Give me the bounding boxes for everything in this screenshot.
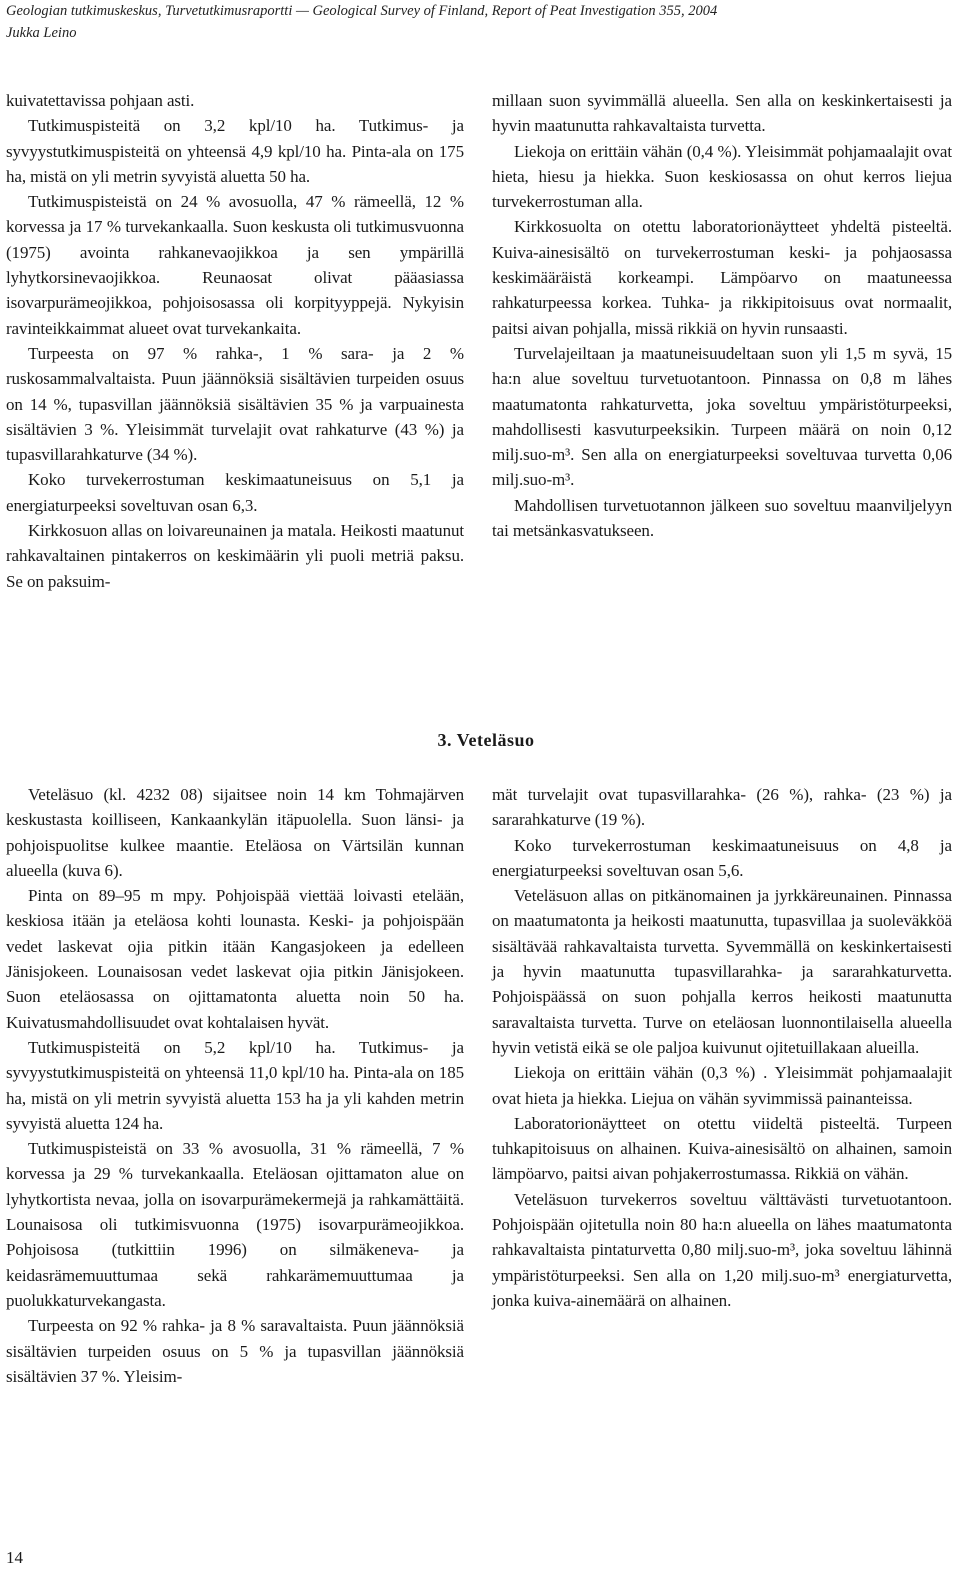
paragraph: Turvelajeiltaan ja maatuneisuudeltaan suon yli 1,5 m syvä, 15 ha:n alue soveltuu turvetuotantoon. Pinnassa on 0,8 m lähes maatumatonta rahkaturvetta, joka soveltuu ympäristöturpeeksi, mahdollisesti kasvuturpeeksikin. Turpeen määrä on noin 0,12 milj.suo-m³. Sen alla on energiaturpeeksi soveltuvaa turvetta 0,06 milj.suo-m³. bbox=[492, 343, 952, 490]
paragraph: Tutkimuspisteitä on 3,2 kpl/10 ha. Tutkimus- ja syvyystutkimuspisteitä on yhteensä 4,9 kpl/10 ha. Pinta-ala on 175 ha, mistä on yli metrin syvyistä aluetta 50 ha. bbox=[6, 116, 464, 186]
paragraph: Veteläsuo (kl. 4232 08) sijaitsee noin 14 km Tohmajärven keskustasta koilliseen, Kankaankylän itäpuolella. Suon länsi- ja pohjoispuolitse kulkee maantie. Eteläosa on Värtsilän kunnan alueella (kuva 6). bbox=[6, 785, 464, 880]
paragraph: Tutkimuspisteistä on 33 % avosuolla, 31 % rämeellä, 7 % korvessa ja 29 % turvekankaalla. Eteläosan ojittamaton alue on lyhytkortista nevaa, jolla on isovarpurämekermejä ja rahkamättäitä. Lounaisosa oli tutkimisvuonna (1975) isovarpurämeojikkoa. Pohjoisosa (tutkittiin 1996) on silmäkeneva- ja keidasrämemuuttumaa sekä rahkarämemuuttumaa ja puolukkaturvekangasta. bbox=[6, 1139, 464, 1310]
bottom-right-column bbox=[492, 782, 952, 1313]
running-header bbox=[6, 0, 956, 44]
paragraph: mät turvelajit ovat tupasvillarahka- (26 %), rahka- (23 %) ja sararahkaturve (19 %). bbox=[492, 785, 952, 830]
paragraph: Laboratorionäytteet on otettu viideltä pisteeltä. Turpeen tuhkapitoisuus on alhainen. Kuiva-ainesisältö on alhainen, samoin lämpöarvo, paitsi aivan pohjakerrostumassa. Rikkiä on vähän. bbox=[492, 1113, 952, 1184]
paragraph: Kirkkosuolta on otettu laboratorionäytteet yhdeltä pisteeltä. Kuiva-ainesisältö on turvekerrostuman keski- ja pohjaosassa keskimääräistä korkeampi. Lämpöarvo on maatuneessa rahkaturpeessa korkea. Tuhka- ja rikkipitoisuus ovat normaalit, paitsi aivan pohjalla, missä rikkiä on hyvin runsaasti. bbox=[492, 217, 952, 338]
bottom-left-column bbox=[6, 782, 464, 1389]
top-left-column bbox=[6, 88, 464, 594]
paragraph: Koko turvekerrostuman keskimaatuneisuus on 4,8 ja energiaturpeeksi soveltuvan osan 5,6. bbox=[492, 835, 952, 880]
paragraph: Liekoja on erittäin vähän (0,4 %). Yleisimmät pohjamaalajit ovat hieta, hiesu ja hiekka. Suon keskiosassa on ohut kerros liejua turvekerrostuman alla. bbox=[492, 141, 952, 212]
paragraph: Tutkimuspisteitä on 5,2 kpl/10 ha. Tutkimus- ja syvyystutkimuspisteitä on yhteensä 11,0 kpl/10 ha. Pinta-ala on 185 ha, mistä on yli metrin syvyistä aluetta 153 ha ja yli kahden metrin syvyistä aluetta 124 ha. bbox=[6, 1037, 464, 1133]
paragraph: Veteläsuon allas on pitkänomainen ja jyrkkäreunainen. Pinnassa on maatumatonta ja heikosti maatunutta, tupasvillaa ja suoleväkköä sisältävää rahkavaltaista turvetta. Syvemmällä on keskinkertaisesti ja hyvin maatunutta tupasvillarahka- ja sararahkaturvetta. Pohjoispäässä on suon pohjalla kerros heikosti maatunutta saravaltaista turvetta. Turve on eteläosan luonnontilaisella alueella hyvin vetistä eikä se ole paljoa kuivunut ojitetuillakaan alueilla. bbox=[492, 886, 952, 1057]
page-number: 14 bbox=[6, 1548, 23, 1567]
header-author: Jukka Leino bbox=[6, 25, 77, 41]
paragraph: Turpeesta on 97 % rahka-, 1 % sara- ja 2 % ruskosammalvaltaista. Puun jäännöksiä sisältävien turpeiden osuus on 14 %, tupasvillan jäännöksiä sisältävien 35 % ja varpuainesta sisältävien 3 %. Yleisimmät turvelajit ovat rahkaturve (43 %) ja tupasvillarahkaturve (34 %). bbox=[6, 343, 464, 465]
paragraph: Mahdollisen turvetuotannon jälkeen suo soveltuu maanviljelyyn tai metsänkasvatukseen. bbox=[492, 495, 952, 541]
paragraph: Liekoja on erittäin vähän (0,3 %) . Yleisimmät pohjamaalajit ovat hieta ja hiekka. Liejua on vähän syvimmissä painanteissa. bbox=[492, 1063, 952, 1108]
section-heading: 3. Veteläsuo bbox=[437, 730, 535, 750]
paragraph: kuivatettavissa pohjaan asti. bbox=[6, 91, 195, 110]
top-right-column bbox=[492, 88, 952, 543]
paragraph: Pinta on 89–95 m mpy. Pohjoispää viettää loivasti etelään, keskiosa itään ja eteläosa kohti lounasta. Keski- ja pohjoispään vedet laskevat ojia pitkin itään Kangasjokeen ja edelleen Jänisjokeen. Lounaisosan vedet laskevat ojia pitkin Jänisjokeen. Suon eteläosassa on ojittamatonta aluetta noin 50 ha. Kuivatusmahdollisuudet ovat kohtalaisen hyvät. bbox=[6, 886, 464, 1032]
paragraph: Kirkkosuon allas on loivareunainen ja matala. Heikosti maatunut rahkavaltainen pintakerros on keskimäärin yli puoli metriä paksu. Se on paksuim- bbox=[6, 521, 464, 591]
paragraph: Koko turvekerrostuman keskimaatuneisuus on 5,1 ja energiaturpeeksi soveltuvan osan 6,3. bbox=[6, 470, 464, 515]
paragraph: Turpeesta on 92 % rahka- ja 8 % saravaltaista. Puun jäännöksiä sisältävien turpeiden osuus on 5 % ja tupasvillan jäännöksiä sisältävien 37 %. Yleisim- bbox=[6, 1316, 464, 1386]
paragraph: Veteläsuon turvekerros soveltuu välttävästi turvetuotantoon. Pohjoispään ojitetulla noin 80 ha:n alueella on lähes maatumatonta rahkavaltaista pintaturvetta 0,80 milj.suo-m³, joka soveltuu lähinnä ympäristöturpeeksi. Sen alla on 1,20 milj.suo-m³ energiaturvetta, jonka kuiva-ainemäärä on alhainen. bbox=[492, 1189, 952, 1310]
paragraph: millaan suon syvimmällä alueella. Sen alla on keskinkertaisesti ja hyvin maatunutta rahkavaltaista turvetta. bbox=[492, 91, 952, 136]
header-series-line: Geologian tutkimuskeskus, Turvetutkimusraportti — Geological Survey of Finland, Report of Peat Investigation 355, 2004 bbox=[6, 3, 718, 19]
paragraph: Tutkimuspisteistä on 24 % avosuolla, 47 % rämeellä, 12 % korvessa ja 17 % turvekankaalla. Suon keskusta oli tutkimusvuonna (1975) avointa rahkanevaojikkoa ja sen ympärillä lyhytkorsinevaojikkoa. Reunaosat olivat pääasiassa isovarpurämeojikkoa, pohjoisosassa oli korpityyppejä. Nykyisin ravinteikkaimmat alueet ovat turvekankaita. bbox=[6, 192, 464, 338]
